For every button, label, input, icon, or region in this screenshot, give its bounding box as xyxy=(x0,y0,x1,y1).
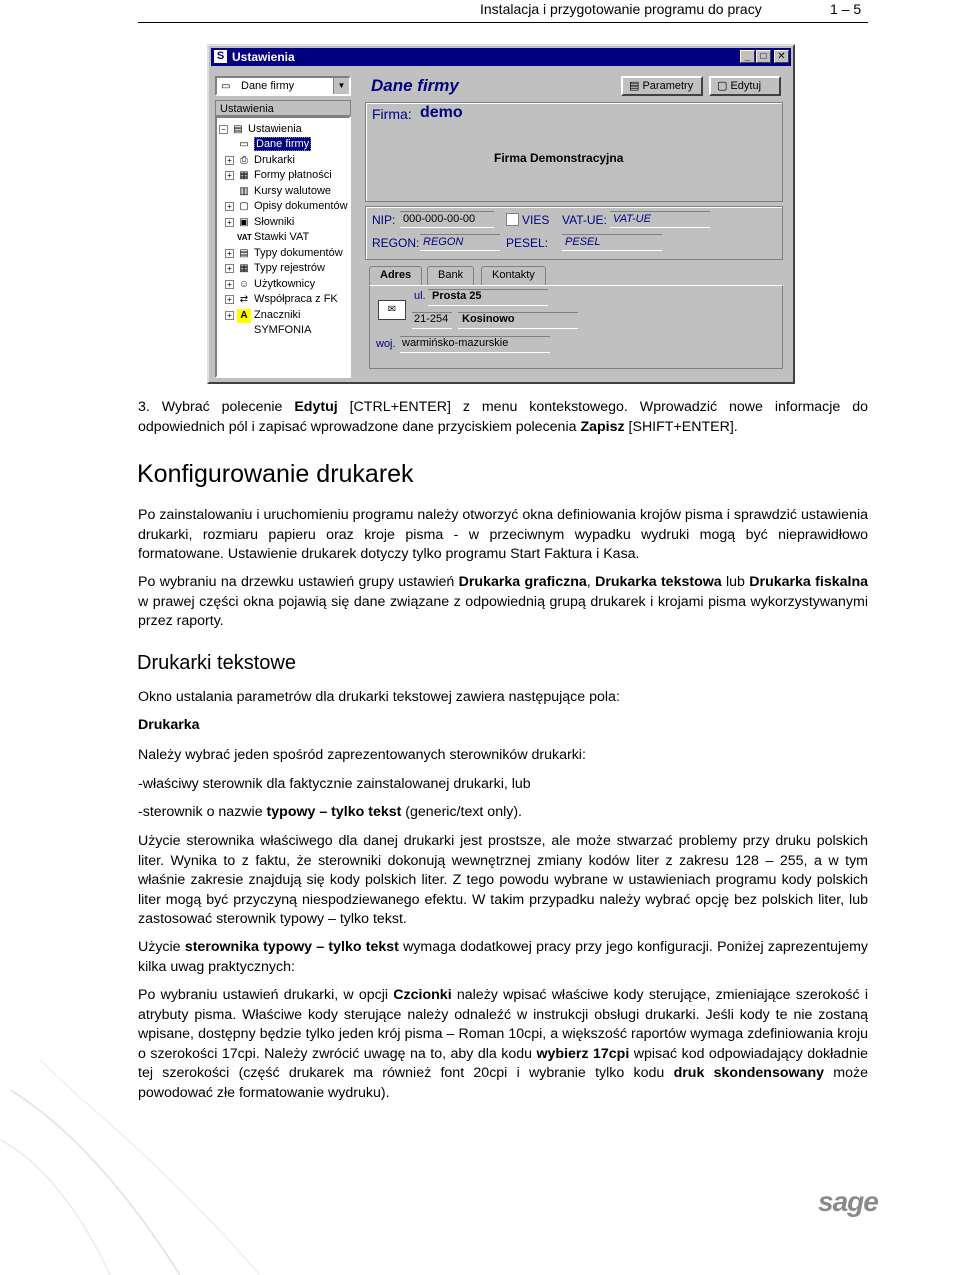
folder-icon: ▤ xyxy=(233,124,243,135)
right-pane xyxy=(359,72,789,377)
tab-kontakty[interactable]: Kontakty xyxy=(481,266,546,285)
drukarka-label: Drukarka xyxy=(138,717,200,733)
expand-icon[interactable]: + xyxy=(225,311,234,320)
woj-label: woj. xyxy=(376,338,396,350)
parameters-icon: ▤ xyxy=(629,80,643,92)
chevron-down-icon[interactable]: ▼ xyxy=(333,78,349,94)
expand-icon[interactable]: + xyxy=(225,264,234,273)
tree-item[interactable]: + A Znaczniki xyxy=(225,308,300,322)
firma-value: demo xyxy=(420,104,463,121)
section-combo[interactable] xyxy=(215,76,351,96)
document-icon: ▢ xyxy=(239,201,249,212)
heading-konfigurowanie: Konfigurowanie drukarek xyxy=(137,460,414,488)
tree-header: Ustawienia xyxy=(215,100,351,116)
expand-icon[interactable]: + xyxy=(225,249,234,258)
tree-item[interactable] xyxy=(237,137,311,151)
dictionary-icon: ▣ xyxy=(239,217,249,228)
nip-field[interactable]: 000-000-00-00 xyxy=(400,211,494,228)
settings-window xyxy=(207,44,795,384)
sage-logo: sage xyxy=(818,1186,878,1217)
tree-item[interactable]: + ▤ Typy dokumentów xyxy=(225,246,343,260)
driver-usage-paragraph: Użycie sterownika właściwego dla danej drukarki jest prostsze, ale może stwarzać problemy przy druku polskich liter. Wynika to z faktu, że sterowniki dokonują wewnętrznej zmiany kodów liter z zakresu 128 – 255, a w tym właśnie zakresie znajdują się kody polskich liter. Z tego powodu wybrane w ustawieniach programu kody polskich liter mogą być przyczyną niespodziewanego efektu. W takim przypadku należy wybrać opcję bez polskich liter, lub zastosować sterownik typowy – tylko tekst. xyxy=(138,833,868,927)
tree-item[interactable]: + ▣ Słowniki xyxy=(225,215,294,229)
decorative-curves xyxy=(0,1060,320,1275)
fields-intro: Okno ustalania parametrów dla drukarki tekstowej zawiera następujące pola: xyxy=(138,689,620,705)
choose-driver-paragraph: Należy wybrać jeden spośród zaprezentowanych sterowników drukarki: xyxy=(138,747,586,763)
identifiers-group xyxy=(365,206,783,260)
collapse-icon[interactable]: − xyxy=(219,125,228,134)
page-number: 1 – 5 xyxy=(830,1,862,17)
driver-option-2: -sterownik o nazwie typowy – tylko tekst (generic/text only). xyxy=(138,804,523,820)
edit-button[interactable]: ▢ Edytuj xyxy=(709,76,781,96)
pesel-label: PESEL: xyxy=(506,236,549,250)
marker-icon: A xyxy=(237,309,251,323)
ul-label: ul. xyxy=(414,290,426,302)
header-title: Instalacja i przygotowanie programu do pracy xyxy=(480,1,762,17)
doctype-icon: ▤ xyxy=(239,248,249,259)
combo-value: Dane firmy xyxy=(241,80,295,92)
expand-icon[interactable]: + xyxy=(225,171,234,180)
expand-icon[interactable]: + xyxy=(225,218,234,227)
voivodeship-field[interactable]: warmińsko-mazurskie xyxy=(400,336,550,353)
tree-item[interactable] xyxy=(254,323,311,337)
tree-paragraph: Po wybraniu na drzewku ustawień grupy ustawień Drukarka graficzna, Drukarka tekstowa lub Drukarka fiskalna w prawej części okna pojawią się dane związane z odpowiednią grupą drukarek i krojami pisma wykorzystywanymi przez raporty. xyxy=(138,574,868,629)
driver-option-1: -właściwy sterownik dla faktycznie zainstalowanej drukarki, lub xyxy=(138,776,531,792)
panel-title: Dane firmy xyxy=(371,76,459,95)
tree-item[interactable]: + ▦ Formy płatności xyxy=(225,168,332,182)
step-3-paragraph: 3. Wybrać polecenie Edytuj [CTRL+ENTER] z menu kontekstowego. Wprowadzić nowe informacje do odpowiednich pól i zapisać wprowadzone dane przyciskiem polecenia Zapisz [SHIFT+ENTER]. xyxy=(138,399,868,435)
tab-adres[interactable]: Adres xyxy=(369,266,422,285)
heading-drukarki-tekstowe: Drukarki tekstowe xyxy=(137,652,296,674)
tab-strip xyxy=(369,266,629,286)
money-icon: ▦ xyxy=(239,170,249,181)
currency-icon: ▥ xyxy=(239,186,249,197)
vies-checkbox[interactable] xyxy=(506,213,519,226)
vies-label: VIES xyxy=(522,213,550,227)
tree-item[interactable]: + ▦ Typy rejestrów xyxy=(225,261,325,275)
tab-bank[interactable]: Bank xyxy=(427,266,474,285)
header-rule xyxy=(138,22,868,23)
city-field[interactable]: Kosinowo xyxy=(458,312,578,329)
firma-label: Firma: xyxy=(372,106,412,122)
intro-paragraph: Po zainstalowaniu i uruchomieniu programu należy otworzyć okna definiowania krojów pisma i sprawdzić ustawienia drukarki, rozmiaru papieru oraz kroje pisma - w przeciwnym wypadku wydruki mogą być nieprawidłowo formatowane. Ustawienie drukarek dotyczy tylko programu Start Faktura i Kasa. xyxy=(138,507,868,562)
firma-full-name: Firma Demonstracyjna xyxy=(494,151,624,165)
vat-icon: VAT xyxy=(237,233,252,242)
maximize-button[interactable]: □ xyxy=(756,50,771,63)
postcode-field[interactable]: 21-254 xyxy=(412,312,452,329)
tree-item[interactable]: ▥ Kursy walutowe xyxy=(237,184,331,198)
company-group xyxy=(365,102,783,202)
generic-driver-paragraph: Użycie sterownika typowy – tylko tekst wymaga dodatkowej pracy przy jego konfiguracji. Poniżej zaprezentujemy kilka uwag praktycznych: xyxy=(138,939,869,975)
tree-item[interactable]: + ⎙ Drukarki xyxy=(225,153,295,167)
window-title: Ustawienia xyxy=(232,50,295,64)
expand-icon[interactable]: + xyxy=(225,280,234,289)
window-titlebar[interactable] xyxy=(211,48,791,66)
expand-icon[interactable]: + xyxy=(225,202,234,211)
street-field[interactable]: Prosta 25 xyxy=(428,289,548,306)
vatue-field[interactable]: VAT-UE xyxy=(610,211,710,228)
left-pane xyxy=(215,72,353,377)
users-icon: ☺ xyxy=(238,279,250,290)
cooperation-icon: ⇄ xyxy=(239,294,249,305)
tree-item[interactable]: + ▢ Opisy dokumentów xyxy=(225,199,348,213)
combo-icon: ▭ xyxy=(221,81,231,92)
minimize-button[interactable]: _ xyxy=(740,50,755,63)
address-panel xyxy=(369,285,783,369)
app-icon: S xyxy=(214,50,227,63)
tree-item[interactable]: VAT Stawki VAT xyxy=(237,231,310,243)
fonts-paragraph: Po wybraniu ustawień drukarki, w opcji Czcionki należy wpisać właściwe kody sterujące, zmieniające szerokość i atrybuty pisma. Właściwe kody sterujące należy odnaleźć w instrukcji obsługi drukarki. Jeśli kody te nie zostaną wpisane, dostępny będzie tylko jeden krój pisma – Roman 10cpi, a większość raportów wymaga zdefiniowania kroju o szerokości 17cpi. Należy zwrócić uwagę na to, aby dla kodu wybierz 17cpi wpisać kod odpowiadający dokładnie tej szerokości (część drukarek ma również font 20cpi i wybranie tylko kodu druk skondensowany może powodować złe formatowanie wydruku). xyxy=(138,987,869,1101)
expand-icon[interactable]: + xyxy=(225,156,234,165)
edit-icon: ▢ xyxy=(717,80,731,92)
printer-icon: ⎙ xyxy=(240,155,248,166)
building-icon: ▭ xyxy=(239,139,249,150)
tree-item[interactable]: + ☺ Użytkownicy xyxy=(225,277,315,291)
regon-field[interactable]: REGON xyxy=(420,234,500,251)
close-button[interactable]: ✕ xyxy=(774,50,789,63)
page-header xyxy=(0,0,960,22)
register-icon: ▦ xyxy=(239,263,249,274)
expand-icon[interactable]: + xyxy=(225,295,234,304)
regon-label: REGON: xyxy=(372,236,420,250)
tree-item[interactable]: + ⇄ Współpraca z FK xyxy=(225,292,338,306)
settings-tree[interactable] xyxy=(215,116,351,378)
envelope-icon: ✉ xyxy=(378,300,406,320)
parameters-button[interactable]: ▤ Parametry xyxy=(621,76,703,96)
vatue-label: VAT-UE: xyxy=(562,213,607,227)
symfonia-label: SYMFONIA xyxy=(254,324,312,336)
tree-item-selected-label: Dane firmy xyxy=(256,138,310,150)
pesel-field[interactable]: PESEL xyxy=(562,234,662,251)
tree-item[interactable]: − ▤ Ustawienia xyxy=(219,122,302,136)
nip-label: NIP: xyxy=(372,213,396,227)
